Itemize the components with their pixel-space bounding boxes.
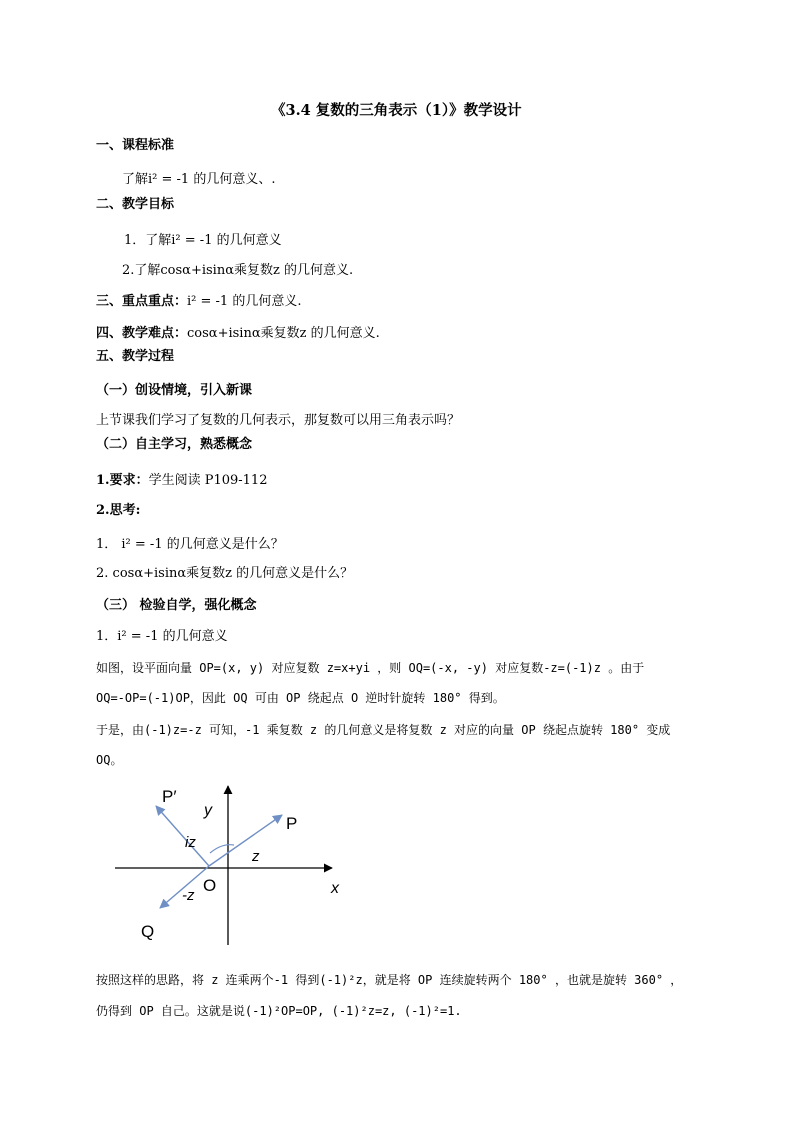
requirement-text: 学生阅读 P109-112: [148, 473, 268, 488]
process-step-1-body: 上节课我们学习了复数的几何表示，那复数可以用三角表示吗？: [96, 413, 461, 428]
document-title: 《3.4 复数的三角表示（1）》教学设计: [271, 102, 522, 119]
requirement-line: [96, 473, 267, 489]
process-step-3-heading: （三） 检验自学，强化概念: [96, 598, 257, 613]
label-x: x: [331, 880, 339, 897]
section-heading-key-point: 三、重点重点：: [96, 294, 188, 309]
requirement-label: 1.要求：: [96, 473, 149, 488]
label-o: O: [203, 876, 217, 895]
question-2: 2. cosα+isinα乘复数z 的几何意义是什么？: [96, 566, 354, 581]
section-heading-process: 五、教学过程: [96, 349, 175, 364]
label-p-prime: P′: [162, 787, 177, 806]
process-step-1-heading: （一）创设情境，引入新课: [96, 383, 253, 398]
vector-op-prime: [156, 806, 209, 866]
label-y: y: [204, 802, 212, 819]
vector-op: [209, 815, 282, 866]
complex-plane-diagram: [110, 780, 370, 960]
think-label: 2.思考:: [96, 503, 141, 518]
process-step-2-heading: （二）自主学习，熟悉概念: [96, 437, 253, 452]
section-heading-standards: 一、课程标准: [96, 138, 175, 153]
key-point-text: i² = -1 的几何意义.: [187, 294, 302, 309]
paragraph-1-line-1: 如图，设平面向量 OP=(x, y) 对应复数 z=x+yi ，则 OQ=(-x, -y) 对应复数-z=(-1)z 。由于: [96, 661, 645, 675]
label-z: z: [252, 848, 260, 865]
objective-item-2: 2.了解cosα+isinα乘复数z 的几何意义.: [122, 263, 354, 278]
difficulty-line: [96, 326, 380, 342]
label-iz: iz: [185, 834, 196, 851]
paragraph-3-line-2: 仍得到 OP 自己。这就是说(-1)²OP=OP, (-1)²z=z, (-1)²=1.: [96, 1004, 462, 1018]
difficulty-text: cosα+isinα乘复数z 的几何意义.: [187, 326, 380, 341]
label-q: Q: [141, 922, 155, 941]
process-step-3-item-1: 1．i² = -1 的几何意义: [96, 629, 228, 644]
paragraph-1-line-2: OQ=-OP=(-1)OP，因此 OQ 可由 OP 绕起点 O 逆时针旋转 180° 得到。: [96, 691, 505, 705]
key-point-line: [96, 294, 301, 310]
paragraph-2-line-2: OQ。: [96, 753, 123, 767]
standards-text: 了解i² = -1 的几何意义、.: [122, 172, 276, 187]
objective-item-1: 1．了解i² = -1 的几何意义: [124, 233, 282, 248]
question-1: 1． i² = -1 的几何意义是什么？: [96, 537, 284, 552]
paragraph-3-line-1: 按照这样的思路，将 z 连乘两个-1 得到(-1)²z，就是将 OP 连续旋转两个 180° ，也就是旋转 360° ，: [96, 973, 683, 987]
label-neg-z: -z: [182, 887, 195, 904]
section-heading-objectives: 二、教学目标: [96, 197, 175, 212]
paragraph-2-line-1: 于是，由(-1)z=-z 可知，-1 乘复数 z 的几何意义是将复数 z 对应的向量 OP 绕起点旋转 180° 变成: [96, 723, 671, 737]
label-p: P: [286, 814, 298, 833]
section-heading-difficulty: 四、教学难点：: [96, 326, 188, 341]
